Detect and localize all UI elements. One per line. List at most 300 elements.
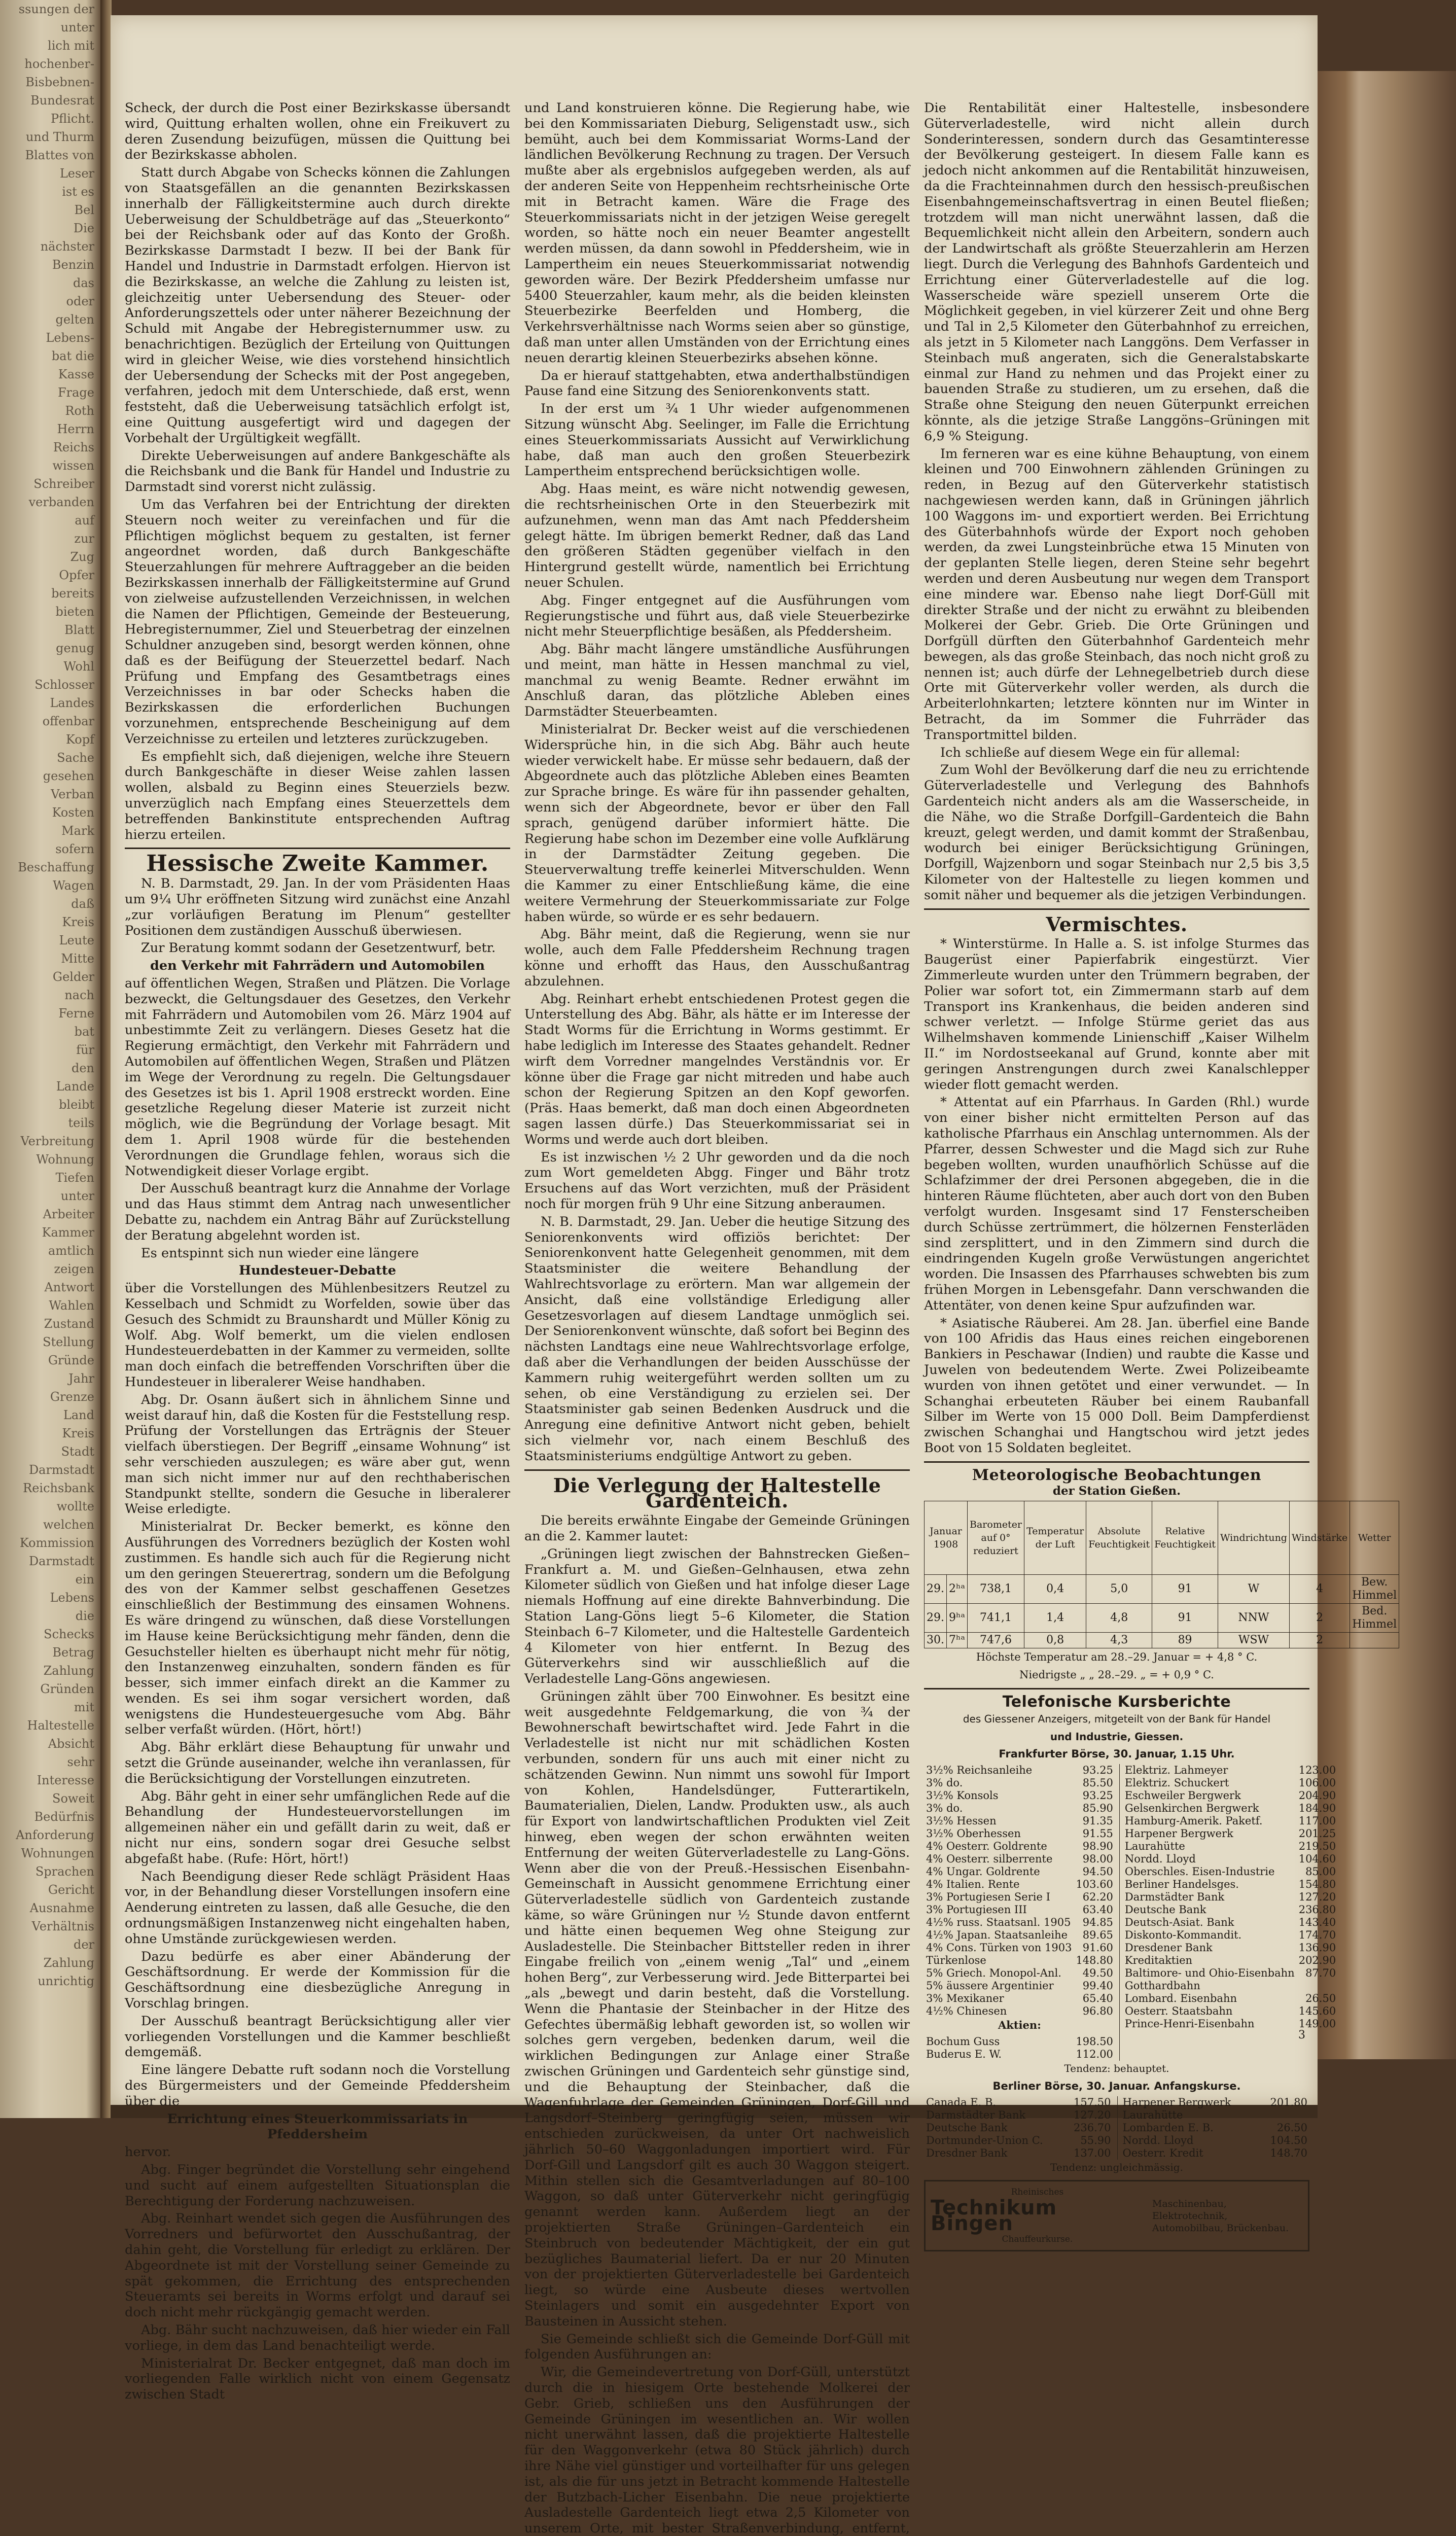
left-page-text-line: Wohnung [36, 1152, 94, 1167]
kurs-row [924, 1942, 1115, 1954]
paragraph: Abg. Bähr macht längere umständliche Ausführungen und meint, man hätte in Hessen manchmal zu viel, manchmal zu wenig Beamte. Redner erwähnt im Anschluß daran, das plötzliche Ableben eines Darmstädter Steuerbeamten. [524, 642, 910, 720]
kurs-berlin-right [1121, 2096, 1310, 2160]
kurs-row [1121, 2096, 1310, 2109]
kurs-row [924, 2147, 1113, 2160]
kurs-name: Darmstädter Bank [926, 2108, 1026, 2121]
weather-title: Meteorologische Beobachtungen [972, 1466, 1262, 1484]
kurs-row [1123, 1992, 1338, 2005]
left-page-text-line: Stellung [43, 1335, 94, 1349]
kurs-name: 3½% Reichsanleihe [926, 1764, 1033, 1777]
article-headline: Vermischtes. [1046, 912, 1188, 936]
kurs-row [1123, 1967, 1338, 1980]
weather-cell: 738,1 [968, 1575, 1024, 1604]
kurs-value: 236.70 [1074, 2121, 1111, 2134]
left-page-text-line: Mark [61, 824, 94, 838]
kurs-row [924, 1865, 1115, 1878]
kurs-value: 219.50 [1298, 1840, 1336, 1853]
left-page-text-line: Reichs [53, 440, 94, 454]
kurs-name: Berliner Handelsges. [1124, 1878, 1239, 1891]
left-page-text-line: Lande [56, 1079, 94, 1094]
left-page-text-line: Roth [65, 404, 94, 418]
weather-cell: 0,8 [1024, 1633, 1086, 1648]
left-page-text-line: Mitte [61, 952, 94, 966]
left-page-text-line: die [75, 1609, 94, 1623]
left-page-text-line: daß [71, 897, 94, 911]
kurs-name: Baltimore- und Ohio-Eisenbahn [1124, 1967, 1295, 1980]
weather-header: Januar 1908 [925, 1501, 968, 1575]
kurs-row [1123, 1878, 1338, 1891]
kurs-row [924, 1954, 1115, 1967]
kurs-name: Dortmunder-Union C. [926, 2134, 1043, 2146]
left-page-text-line: Opfer [59, 568, 94, 582]
kurs-name: Elektriz. Schuckert [1124, 1777, 1229, 1789]
left-page-text-line: bieten [55, 605, 94, 619]
left-page-text-line: auf [75, 513, 94, 527]
kurs-value: 49.50 [1082, 1967, 1113, 1980]
kurs-name: Harpener Bergwerk [1124, 1827, 1233, 1840]
kurs-name: 3% Portugiesen III [926, 1904, 1027, 1916]
paragraph: Ministerialrat Dr. Becker weist auf die verschiedenen Widersprüche hin, in die sich Abg. Bähr auch heute wieder verwickelt habe. Er müsse sehr bedauern, daß der Abgeordnete auch das plötzliche Ableben eines Beamten zur Sprache bringe. Es wäre für ihn passender gehalten, wenn sich der Abgeordnete, bevor er über den Fall sprach, genügend darüber informiert hätte. Die Regierung habe schon im Dezember eine volle Aufklärung in der Darmstädter Zeitung gegeben. Die Steuerverwaltung treffe keinerlei Mitverschulden. Wenn die Kammer zu einer Entschließung käme, die eine weitere Vermehrung der Steuerkommissariate zur Folge haben würde, so würde er es sehr bedauern. [524, 722, 910, 925]
subheading: Hundesteuer-Debatte [239, 1263, 396, 1279]
weather-cell: 4,8 [1086, 1604, 1152, 1633]
paragraph: Abg. Finger begründet die Vorstellung sehr eingehend und sucht auf einem aufgestellten Situationsplan die Berechtigung der Forderung nachzuweisen. [125, 2162, 510, 2209]
paragraph: Scheck, der durch die Post einer Bezirkskasse übersandt wird, Quittung erhalten wollen, ohne ein Freikuvert zu deren Zusendung beizufügen, müssen die Quittung bei der Bezirkskasse abholen. [125, 100, 510, 163]
left-page-text-line: Landes [50, 696, 94, 710]
left-page-text-line: oder [66, 294, 94, 308]
kurs-name: Lombard. Eisenbahn [1124, 1992, 1237, 2005]
kurs-row [924, 2048, 1115, 2061]
left-page-text-line: Leser [59, 166, 94, 181]
left-page-text-line: gelten [55, 312, 94, 327]
kurs-title: Telefonische Kursberichte [1002, 1693, 1231, 1711]
kurs-name: Nordd. Lloyd [1122, 2134, 1194, 2146]
paragraph: Ministerialrat Dr. Becker bemerkt, es könne den Ausführungen des Vorredners bezüglich der Kosten wohl zustimmen. Es handle sich auch für die Regierung nicht um den geringen Steuerertrag, sondern um die Befolgung des von der Kammer selbst geschaffenen Gesetzes einschließlich der Bestimmung des einsamen Wohnens. Es wäre dringend zu wünschen, daß diese Vorstellungen im Hause keine Berücksichtigung mehr fänden, denn die Gesuchsteller hielten es überhaupt nicht mehr für nötig, den Instanzenweg einzuhalten, sondern fänden es für besser, sich immer einfach direkt an die Kammer zu wenden. Es sei ihm sogar versichert worden, daß wenigstens die Hundesteuergesuche vom Abg. Bähr selber verfaßt würden. (Hört, hört!) [125, 1519, 510, 1738]
divider [924, 1461, 1309, 1463]
left-page-text-line: ist es [62, 185, 94, 199]
kurs-value: 204.90 [1298, 1789, 1336, 1802]
kurs-row [1121, 2147, 1310, 2160]
weather-table [924, 1501, 1399, 1648]
left-page-text-line: hochenber- [24, 57, 94, 71]
left-page-text-line: Kreis [62, 1426, 94, 1440]
kurs-value: 98.90 [1082, 1840, 1113, 1853]
paragraph: Direkte Ueberweisungen auf andere Bankgeschäfte als die Reichsbank und die Bank für Handel und Industrie zu Darmstadt sind vorerst nicht zulässig. [125, 448, 510, 495]
left-page-text-line: Ausnahme [29, 1901, 94, 1915]
paragraph: Abg. Haas meint, es wäre nicht notwendig gewesen, die rechtsrheinischen Orte in den Steuerbezirk mit aufzunehmen, wenn man das Amt nach Pfeddersheim gelegt hätte. Im übrigen bemerkt Redner, daß das Land den größeren Städten gegenüber vielfach in den Hintergrund gestellt würde, namentlich bei Errichtung neuer Schulen. [524, 481, 910, 590]
left-page-text-line: Lebens- [46, 331, 94, 345]
paragraph: Der Ausschuß beantragt Berücksichtigung aller vier vorliegenden Vorstellungen und die Kammer beschließt demgemäß. [125, 2013, 510, 2060]
weather-header: Relative Feuchtigkeit [1152, 1501, 1218, 1575]
kurs-value: 202.90 [1298, 1954, 1336, 1967]
left-page-text-line: bleibt [59, 1098, 94, 1112]
page-number: 3 [1298, 2029, 1305, 2041]
kurs-name: Oesterr. Staatsbahn [1124, 2005, 1233, 2018]
kurs-name: Dresdner Bank [926, 2146, 1008, 2159]
paragraph: Nach Beendigung dieser Rede schlägt Präsident Haas vor, in der Behandlung dieser Vorstellungen insofern eine Aenderung eintreten zu lassen, daß alle Gesuche, die den ordnungsmäßigen Instanzenweg nicht eingehalten haben, ohne Umstände zurückgewiesen werden. [125, 1869, 510, 1947]
left-page-text-line: den [71, 1061, 94, 1075]
left-page-text-line: Leute [59, 933, 94, 947]
kurs-value: 157.50 [1074, 2096, 1111, 2108]
left-page-text-line: Bel [74, 203, 94, 217]
left-page-text-line: Zug [70, 550, 94, 564]
left-page-text-line: zur [74, 532, 94, 546]
left-page-text-line: Betrag [52, 1645, 94, 1660]
kurs-row [1123, 1954, 1338, 1967]
book-gutter [100, 0, 112, 2118]
weather-subtitle: der Station Gießen. [1052, 1484, 1181, 1498]
left-page-text-line: Blatt [64, 623, 94, 637]
left-page-text-line: Schreiber [33, 477, 94, 491]
kurs-name: Elektriz. Lahmeyer [1124, 1764, 1228, 1777]
kurs-value: 174.70 [1298, 1929, 1336, 1942]
weather-cell: W [1218, 1575, 1289, 1604]
kurs-value: 145.60 [1298, 2005, 1336, 2018]
kurs-row [924, 1980, 1115, 1992]
weather-header: Absolute Feuchtigkeit [1086, 1501, 1152, 1575]
left-page-text-line: Frage [58, 385, 94, 400]
kurs-value: 117.00 [1298, 1815, 1336, 1827]
kurs-value: 89.65 [1082, 1929, 1113, 1942]
kurs-berlin-heading: Berliner Börse, 30. Januar. Anfangskurse. [992, 2080, 1241, 2092]
weather-cell: 1,4 [1024, 1604, 1086, 1633]
left-page-text-line: Tiefen [55, 1171, 94, 1185]
kurs-value: 136.90 [1298, 1942, 1336, 1954]
weather-cell: Bed. Himmel [1350, 1604, 1399, 1633]
left-page-text-line: Zustand [44, 1317, 94, 1331]
paragraph: und Land konstruieren könne. Die Regierung habe, wie bei den Kommissariaten Dieburg, Seligenstadt usw., sich bemüht, auch bei dem Kommissariat Worms-Land der ländlichen Bevölkerung Rechnung zu tragen. Der Versuch mußte aber als ergebnislos aufgegeben werden, als auf der anderen Seite von Heppenheim rechtsrheinische Orte mit in Betracht kamen. Wäre die Frage des Steuerkommissariats nicht in der jetzigen Weise geregelt worden, so hätte noch ein neuer Beamter angestellt werden müssen, da dann sowohl in Pfeddersheim, wie in Lampertheim ein neues Steuerkommissariat notwendig geworden wäre. Der Bezirk Pfeddersheim umfasse nur 5400 Steuerzahler, kaum mehr, als die beiden kleinsten Steuerbezirke Beerfelden und Homberg, die Verkehrsverhältnisse nach Worms seien aber so günstige, daß man unter allen Umständen von der Errichtung eines neuen derartig kleinen Steuerbezirks absehen könne. [524, 100, 910, 366]
kurs-value: 127.20 [1074, 2108, 1111, 2121]
kurs-row [1123, 1840, 1338, 1853]
kurs-row [1121, 2122, 1310, 2134]
kurs-name: Darmstädter Bank [1124, 1891, 1225, 1904]
paragraph: Abg. Reinhart erhebt entschiedenen Protest gegen die Unterstellung des Abg. Bähr, als hätte er im Interesse der Stadt Worms für die Errichtung in Worms gestimmt. Er habe lediglich im Interesse des Staates gehandelt. Redner wirft dem Vorredner mangelndes Verständnis vor. Er könne über die Frage gar nicht mitreden und habe auch schon der Regierung Spitzen an den Kopf geworfen. (Präs. Haas bemerkt, daß man doch einen Abgeordneten sagen lassen dürfe.) Das Steuerkommissariat sei in Worms und werde auch dort bleiben. [524, 991, 910, 1147]
left-page-text-line: offenbar [42, 714, 94, 728]
paragraph: Eine längere Debatte ruft sodann noch die Vorstellung des Bürgermeisters und der Gemeinde Pfeddersheim über die [125, 2062, 510, 2109]
kurs-value: 93.25 [1082, 1789, 1113, 1802]
left-page-text-line: Schlosser [34, 678, 94, 692]
paragraph: Es entspinnt sich nun wieder eine längere [141, 1245, 419, 1261]
kurs-value: 127.20 [1298, 1891, 1336, 1904]
weather-cell: 91 [1152, 1604, 1218, 1633]
kurs-value: 106.00 [1298, 1777, 1336, 1789]
kurs-value: 103.60 [1076, 1878, 1113, 1891]
paragraph: N. B. Darmstadt, 29. Jan. Ueber die heutige Sitzung des Seniorenkonvents wird offiziös berichtet: Der Seniorenkonvent hatte Gelegenheit genommen, mit dem Staatsminister die weitere Behandlung der Wahlrechtsvorlage zu erörtern. Man war allgemein der Ansicht, daß eine vollständige Erledigung aller Gesetzesvorlagen auf diesem Landtage unmöglich sei. Der Seniorenkonvent wünschte, daß sofort bei Beginn des nächsten Landtags eine neue Wahlrechtsvorlage erfolge, daß aber die Verhandlungen der beiden Ausschüsse der Kammern ruhig weitergeführt werden sollten um zu sehen, ob eine Verständigung zu erzielen sei. Der Staatsminister gab seinen Bedenken Ausdruck und die Anregung eine definitive Antwort nicht geben, behielt sich vielmehr vor, nach einem Beschluß des Staatsministeriums endgültige Antwort zu geben. [524, 1214, 910, 1464]
kurs-row [1123, 1777, 1338, 1789]
left-page-text-line: Ferne [58, 1006, 94, 1020]
paragraph: Der Ausschuß beantragt kurz die Annahme der Vorlage und das Haus stimmt dem Antrag nach unwesentlicher Debatte zu, nachdem ein Antrag Bähr auf Zurückstellung der Beratung abgelehnt worden ist. [125, 1181, 510, 1243]
kurs-row [924, 1827, 1115, 1840]
left-page-text-line: Sache [57, 751, 94, 765]
column-3 [924, 100, 1397, 2251]
kurs-value [1297, 1980, 1338, 1992]
kurs-row [1123, 1865, 1338, 1878]
kurs-value: 93.25 [1082, 1764, 1113, 1777]
kurs-row [1123, 1827, 1338, 1840]
weather-cell: 2ʰᵃ [947, 1575, 968, 1604]
paragraph: Grüningen zählt über 700 Einwohner. Es besitzt eine weit ausgedehnte Feldgemarkung, die von ¾ der Bewohnerschaft bewirtschaftet wird. Jede Fahrt in die Verladestelle ist nicht nur mit schädlichen Kosten verbunden, sondern für uns auch mit einer nicht zu schätzenden Gewinn. Nun nimmt uns sowohl für Import von Kohlen, Handelsdünger, Futterartikeln, Baumaterialien, Dielen, Landw. Produkten usw., als auch für Export von landwirtschaftlichen Produkten viel Zeit hinweg, eben wegen der schon erwähnten weiten Entfernung der weiten Güterverladestelle zu Lang-Göns. Wenn aber die von der Preuß.-Hessischen Eisenbahn-Gemeinschaft in Aussicht genommene Errichtung einer Güterverladestelle südlich von Gardenteich zustande käme, so wäre Grüningen nur ½ Stunde davon entfernt und hätte einen bequemen Weg ohne Steigung zur Ausladestelle. Die Steinbacher Bittsteller reden in ihrer Eingabe freilich von „einem wenig „Tal“ und „einem hohen Berg“, zur Verbesserung wird. Jede Bitterpartei bei „als „bewegt und darin besteht, daß die Vorstellung. Wenn die Phantasie der Steinbacher in der Hitze des Gefechtes übermäßig lebhaft geworden ist, so wollen wir solches gern vergeben, bedenken darum, weil die wirklichen Bedingungen zur Anlage einer Straße zwischen Grüningen und Gardenteich sehr günstige sind, und die Behauptung der Steinbacher, daß die Wagenfuhrlage der Gemeinden Grüningen, Dorf-Gill und Langsdorf–Steinberg geringfügig seien, müssen wir entschieden zurückweisen, da unter Ort nachweislich jährlich 50–60 Waggonladungen importiert wird. Für Dorf-Gill und Langsdorf gilt es auch 30 Waggon steigert. Mithin stellen sich die Gesamtverladungen auf 80–100 Waggon, so daß unter Güterverkehr nicht geringfügig genannt werden kann. Außerdem liegt an der projektierten Straße Grüningen–Gardenteich ein Steinbruch von bedeutender Mächtigkeit, der ein gut bezügliches Baumaterial liefert. Da er nur 20 Minuten von der projektierten Güterverladestelle bei Gardenteich liegt, so würde eine Ausbeute dieses wertvollen Steinlagers und somit ein ausgedehnter Export von Bausteinen in Aussicht stehen. [524, 1688, 910, 2329]
paragraph: „Grüningen liegt zwischen der Bahnstrecken Gießen–Frankfurt a. M. und Gießen–Gelnhausen, etwa zehn Kilometer südlich von Gießen und hat infolge dieser Lage niemals Hoffnung auf eine direkte Bahnverbindung. Die Station Lang-Göns liegt 5–6 Kilometer, die Station Steinbach 6–7 Kilometer, und die Haltestelle Gardenteich 4 Kilometer von hier entfernt. In Bezug des Güterverkehrs sind wir ausschließlich auf die Verladestelle Lang-Göns angewiesen. [524, 1546, 910, 1687]
kurs-value: 85.90 [1082, 1802, 1113, 1815]
kurs-value: 137.00 [1074, 2146, 1111, 2159]
kurs-value: 96.80 [1082, 2005, 1113, 2018]
weather-cell: 29. [925, 1575, 947, 1604]
weather-cell: 747,6 [968, 1633, 1024, 1648]
left-page-text-line: Herrn [57, 422, 94, 436]
kurs-row [924, 1967, 1115, 1980]
kurs-name: Hamburg-Amerik. Paketf. [1124, 1815, 1263, 1827]
paragraph: Abg. Bähr erklärt diese Behauptung für unwahr und setzt die Gründe auseinander, welche ihn veranlassen, für die Berücksichtigung der Vorstellungen einzutreten. [125, 1740, 510, 1786]
kurs-value: 94.85 [1082, 1916, 1113, 1929]
weather-cell: 91 [1152, 1575, 1218, 1604]
left-page-text-line: ein [75, 1572, 94, 1587]
kurs-value: 26.50 [1305, 1992, 1336, 2005]
paragraph: Die Rentabilität einer Haltestelle, insbesondere Güterverladestelle, wird nicht allein durch Sonderinteressen, sondern durch das Gesamtinteresse der Bevölkerung gesteigert. In diesem Falle kann es jedoch nicht ankommen auf die Rentabilität hinzuweisen, da die Frachteinnahmen durch den hessisch-preußischen Eisenbahngemeinschaftsvertrag in einen Beutel fließen; trotzdem will man nicht unerwähnt lassen, daß die Bequemlichkeit nicht allein den Arbeitern, sondern auch der Landwirtschaft als größte Steuerzahlerin am Herzen liegt. Durch die Verlegung des Bahnhofs Gardenteich und Errichtung einer Güterverladestelle auf die log. Wasserscheide wäre speziell unserem Orte die Möglichkeit gegeben, in viel kürzerer Zeit und ohne Berg und Tal in 2,5 Kilometer den Güterbahnhof zu erreichen, als jetzt in 5 Kilometer nach Langgöns. Dem Verfasser in Steinbach muß angeraten, sich die Generalstabskarte einmal zur Hand zu nehmen und das Projekt einer zu bauenden Straße zu studieren, um zu ersehen, daß die Straße ohne Steigung den neuen Güterpunkt erreichen könnte, als die jetzige Straße Langgöns–Grüningen mit 6,9 % Steigung. [924, 100, 1309, 444]
left-page-text-line: lich mit [48, 39, 94, 53]
paragraph: In der erst um ¾ 1 Uhr wieder aufgenommenen Sitzung wünscht Abg. Seelinger, im Falle die Errichtung eines Steuerkommissariats Aussicht auf Verwirklichung habe, daß man auch den großen Steuerbezirk Lampertheim entsprechend berücksichtigen wolle. [524, 401, 910, 479]
kurs-row [924, 1916, 1115, 1929]
kurs-value: 123.00 [1298, 1764, 1336, 1777]
kurs-name: Eschweiler Bergwerk [1124, 1789, 1241, 1802]
paragraph: Dazu bedürfe es aber einer Abänderung der Geschäftsordnung. Er werde der Kommission für die Geschäftsordnung eine diesbezügliche Anregung in Vorschlag bringen. [125, 1949, 510, 2012]
left-page-text-line: Kommission [19, 1536, 94, 1550]
subheading: den Verkehr mit Fahrrädern und Automobilen [150, 958, 485, 974]
kurs-value: 198.50 [1076, 2035, 1113, 2048]
left-page-edge [0, 0, 101, 2118]
weather-row [925, 1604, 1399, 1633]
left-page-text-line: Wahlen [49, 1298, 94, 1313]
paragraph: Es empfiehlt sich, daß diejenigen, welche ihre Steuern durch Bankgeschäfte in dieser Weise zahlen lassen wollen, alsbald zu Beginn eines Steuerziels bezw. unverzüglich nach Empfang eines Steuerzettels dem betreffenden Bankinstitute entsprechenden Auftrag hierzu erteilen. [125, 749, 510, 842]
paragraph: hervor. [125, 2144, 171, 2160]
kurs-name: 4% Oesterr. Goldrente [926, 1840, 1047, 1853]
kurs-value: 148.70 [1270, 2146, 1307, 2159]
kurs-row [924, 1992, 1115, 2005]
kurs-row [1123, 1916, 1338, 1929]
kurs-name: Deutsch-Asiat. Bank [1124, 1916, 1234, 1929]
left-page-text-line: zeigen [54, 1262, 94, 1276]
left-page-text-line: wissen [52, 459, 94, 473]
kurs-name: 3½% Konsols [926, 1789, 999, 1802]
kurs-name: 4% Ungar. Goldrente [926, 1865, 1040, 1878]
kurs-value: 91.35 [1082, 1815, 1113, 1827]
paragraph: Abg. Reinhart wendet sich gegen die Ausführungen des Vorredners und befürwortet den Ausschußantrag, der dahin geht, die Vorstellung für erledigt zu erklären. Der Abgeordnete ist mit der Vorstellung seiner Gemeinde zu spät gekommen, die Errichtung des entsprechenden Steueramts sei bereits in Worms erfolgt und darauf sei doch nicht mehr rückgängig gemacht werden. [125, 2211, 510, 2320]
kurs-row [924, 1764, 1115, 1777]
kurs-row [924, 1777, 1115, 1789]
paragraph: auf öffentlichen Wegen, Straßen und Plätzen. Die Vorlage bezweckt, die Geltungsdauer des Gesetzes, den Verkehr mit Fahrrädern und Automobilen vom 26. März 1904 auf unbestimmte Zeit zu verlängern. Dieses Gesetz hat die Regierung ermächtigt, den Verkehr mit Fahrrädern und Automobilen auf öffentlichen Wegen, Straßen und Plätzen im Wege der Verordnung zu regeln. Die Geltungsdauer des Gesetzes ist bis 1. April 1908 erstreckt worden. Eine gesetzliche Regelung dieser Materie ist zurzeit nicht möglich, wie die Begründung der Vorlage besagt. Mit dem 1. April 1908 würde für die bestehenden Verordnungen die Grundlage fehlen, woraus sich die Notwendigkeit dieser Vorlage ergibt. [125, 976, 510, 1179]
paragraph: Abg. Bähr sucht nachzuweisen, daß hier wieder ein Fall vorliege, in dem das Land benachteiligt werde. [125, 2322, 510, 2353]
divider [924, 908, 1309, 910]
kurs-value: 85.50 [1082, 1777, 1113, 1789]
left-page-text-line: Wagen [53, 878, 94, 893]
kurs-name: Lombarden E. B. [1122, 2121, 1214, 2134]
kurs-row [1123, 1802, 1338, 1815]
left-page-text-line: unter [60, 1189, 94, 1203]
article-headline: Die Verlegung der Haltestelle Gardenteich. [553, 1473, 881, 1512]
subheading: Errichtung eines Steuerkommissariats in Pfeddersheim [167, 2111, 468, 2142]
paragraph: Ministerialrat Dr. Becker entgegnet, daß man doch im vorliegenden Falle wirklich nicht von einem Gegensatz zwischen Stadt [125, 2355, 510, 2403]
weather-row [925, 1633, 1399, 1648]
left-page-text-line: Jahr [68, 1371, 94, 1386]
paragraph: Abg. Bähr meint, daß die Regierung, wenn sie nur wolle, auch dem Falle Pfeddersheim Rechnung tragen könne und erhofft das Haus, den Ausschußantrag abzulehnen. [524, 927, 910, 989]
column-2 [524, 100, 910, 2536]
kurs-name: Nordd. Lloyd [1124, 1853, 1196, 1865]
divider [524, 1469, 910, 1471]
aktien-heading: Aktien: [998, 2019, 1041, 2032]
left-page-text-line: unrichtig [38, 1974, 94, 1988]
left-page-text-line: Arbeiter [43, 1207, 94, 1221]
kurs-name: Canada E. B. [926, 2096, 997, 2108]
paragraph: Abg. Bähr geht in einer sehr umfänglichen Rede auf die Behandlung der Hundesteuervorstellungen im allgemeinen näher ein und gefällt darin zu weit, daß er nicht nur eins, sondern sogar drei Gesuche selbst abgefaßt habe. (Rufe: Hört, hört!) [125, 1788, 510, 1866]
weather-header: Windrichtung [1218, 1501, 1289, 1575]
left-page-text-line: Darmstadt [28, 1554, 94, 1568]
kurs-row [924, 1904, 1115, 1916]
weather-cell [1350, 1633, 1399, 1648]
kurs-row [1123, 1764, 1338, 1777]
left-page-text-line: nächster [40, 239, 94, 254]
left-page-text-line: Wohl [63, 659, 94, 674]
left-page-text-line: sofern [55, 842, 94, 856]
kurs-value: 98.00 [1082, 1853, 1113, 1865]
left-page-text-line: bat die [51, 349, 94, 363]
weather-cell: 5,0 [1086, 1575, 1152, 1604]
left-page-text-line: Wohnungen [21, 1846, 94, 1860]
left-page-text-line: unter [60, 20, 94, 34]
kurs-row [1121, 2109, 1310, 2122]
kurs-row [924, 1891, 1115, 1904]
left-page-text-line: Kasse [58, 367, 94, 381]
ad-bottom-text: Chauffeurkurse. [1002, 2234, 1073, 2244]
kurs-row [924, 2096, 1113, 2109]
weather-cell: 741,1 [968, 1604, 1024, 1633]
kurs-name: Bochum Guss [926, 2035, 1000, 2048]
kurs-row [924, 1802, 1115, 1815]
weather-header: Windstärke [1289, 1501, 1350, 1575]
weather-header: Wetter [1350, 1501, 1399, 1575]
left-page-text-line: wollte [56, 1499, 94, 1513]
left-page-text-line: Pflicht. [50, 112, 94, 126]
kurs-value: 184.90 [1298, 1802, 1336, 1815]
left-page-text-line: Anforderung [16, 1828, 94, 1842]
kurs-row [1123, 1815, 1338, 1827]
kurs-name: 3% Mexikaner [926, 1992, 1004, 2005]
kurs-value: 65.40 [1082, 1992, 1113, 2005]
kurs-row [1123, 1789, 1338, 1802]
weather-cell: WSW [1218, 1633, 1289, 1648]
kurs-row [1123, 1929, 1338, 1942]
ad-side-text: Automobilbau, Brückenbau. [1152, 2222, 1289, 2234]
left-page-text-line: Gelder [52, 970, 94, 984]
kurs-name: 4% Italien. Rente [926, 1878, 1020, 1891]
kurs-name: Gotthardbahn [1124, 1980, 1200, 1992]
paragraph: Im ferneren war es eine kühne Behauptung, von einem kleinen und 700 Einwohnern zählenden Grüningen zu reden, in Bezug auf den Güterverkehr statistisch nachgewiesen werden kann, daß in Grüningen jährlich 100 Waggons im- und exportiert werden. Bei Errichtung des Güterbahnhofs würde der Export noch gehoben werden, da zwei Lungsteinbrüche etwa 15 Minuten von der geplanten Stelle liegen, deren Steine sehr begehrt werden und deren Ausbeutung nur wegen dem Transport eine mindere war. Ebenso nahe liegt Dorf-Güll mit direkter Straße und der nicht zu erwähnt zu bleibenden Molkerei der Gebr. Grieb. Die Orte Grüningen und Dorfgüll dürften den Güterbahnhof Gardenteich mehr bewegen, als das große Steinbach, das noch nicht groß zu nennen ist; auch dürfe der Lehnegelbetrieb durch diese Orte mit Güterverkehr voller werden, als durch die Arbeiterlohnkarten; letztere könnten nur im Winter in Betracht, da im Sommer die Fuhrräder das Transportmittel bilden. [924, 446, 1309, 743]
kurs-name: 4½% russ. Staatsanl. 1905 [926, 1916, 1071, 1929]
kurs-tendenz: Tendenz: ungleichmässig. [1050, 2161, 1183, 2173]
paragraph: Um das Verfahren bei der Entrichtung der direkten Steuern noch weiter zu vereinfachen und für die Pflichtigen möglichst bequem zu gestalten, ist ferner angeordnet worden, daß durch Bankgeschäfte Steuerzahlungen für mehrere Auftraggeber an die beiden Bezirkskassen innerhalb der Fälligkeitstermine auf Grund von zielweise aufzustellenden Verzeichnissen, in welchen die Namen der Pflichtigen, Gemeinde der Besteuerung, Hebregisternummer, Ziel und Steuerbetrag der einzelnen Schuldner anzugeben sind, besorgt werden können, ohne daß es der Beifügung der Steuerzettel bedarf. Nach Prüfung und Empfang des Gesamtbetrags eines Verzeichnisses in bar oder Schecks haben die Bezirkskassen die erforderlichen Buchungen vorzunehmen, entsprechende Bescheinigung auf dem Verzeichnisse zu erteilen und letzteres zurückzugeben. [125, 497, 510, 747]
left-page-text-line: Gericht [48, 1883, 94, 1897]
paragraph: * Attentat auf ein Pfarrhaus. In Garden (Rhl.) wurde von einer bisher nicht ermittelten Person auf das katholische Pfarrhaus ein Anschlag unternommen. Als der Pfarrer, dessen Schwester und die Magd sich zur Ruhe begeben wollten, wurden unaufhörlich Schüsse auf die Schlafzimmer der drei Personen abgegeben, die in die hinteren Räume flüchteten, aber auch dort von den Buben verfolgt wurden. Insgesamt sind 17 Fensterscheiben durch Schüsse zertrümmert, die hölzernen Fensterläden sind zersplittert, und in den Zimmern sind durch die eindringenden Kugeln große Verwüstungen angerichtet worden. Die Insassen des Pfarrhauses schwebten bis zum frühen Morgen in Lebensgefahr. Dann verschwanden die Attentäter, von denen keine Spur aufzufinden war. [924, 1095, 1309, 1313]
kurs-name: 4½% Japan. Staatsanleihe [926, 1929, 1068, 1942]
kurs-subtitle: des Giessener Anzeigers, mitgeteilt von der Bank für Handel [963, 1712, 1271, 1725]
paragraph: Sie Gemeinde schließt sich die Gemeinde Dorf-Güll mit folgenden Ausführungen an: [524, 2331, 910, 2363]
kurs-name: 4% Oesterr. silberrente [926, 1853, 1053, 1865]
paragraph: Abg. Finger entgegnet auf die Ausführungen vom Regierungstische und führt aus, daß viele Steuerbezirke nicht mehr Steuerpflichtige besäßen, als Pfeddersheim. [524, 592, 910, 640]
weather-cell: 9ʰᵃ [947, 1604, 968, 1633]
left-page-text-line: Zahlung [43, 1664, 94, 1678]
left-page-text-line: Lebens [50, 1591, 94, 1605]
kurs-name: 5% äussere Argentinier [926, 1980, 1054, 1992]
left-page-text-line: Blattes von [25, 148, 94, 162]
kurs-name: 3½% Oberhessen [926, 1827, 1021, 1840]
kurs-berlin-table [924, 2096, 1309, 2160]
paragraph: * Winterstürme. In Halle a. S. ist infolge Sturmes das Baugerüst einer Papierfabrik eingestürzt. Vier Zimmerleute wurden unter den Trümmern begraben, der Polier war sofort tot, ein Zimmermann starb auf dem Transport ins Krankenhaus, die beiden anderen sind schwer verletzt. — Infolge Stürme geriet das aus Wilhelmshaven kommende Linienschiff „Kaiser Wilhelm II.“ im Nordostseekanal auf Grund, konnte aber mit geringen Anstrengungen durch zwei Kanalschlepper wieder flott gemacht werden. [924, 936, 1309, 1093]
column-1 [125, 100, 510, 2405]
kurs-row [924, 1853, 1115, 1865]
kurs-aktien-table [924, 2035, 1115, 2061]
kurs-value: 91.55 [1082, 1827, 1113, 1840]
kurs-row [924, 1789, 1115, 1802]
kurs-name: Dresdener Bank [1124, 1942, 1213, 1954]
left-page-text-line: sehr [67, 1755, 94, 1769]
left-page-text-line: mit [74, 1700, 94, 1714]
advertisement-technikum [924, 2180, 1309, 2251]
kurs-value: 148.80 [1076, 1954, 1113, 1967]
kurs-row [1123, 1980, 1338, 1992]
weather-header: Barometer auf 0° reduziert [968, 1501, 1024, 1575]
kurs-name: 3% do. [926, 1777, 963, 1789]
weather-cell: NNW [1218, 1604, 1289, 1633]
kurs-name: Laurahütte [1122, 2108, 1183, 2121]
kurs-frankfurt-heading: Frankfurter Börse, 30. Januar, 1.15 Uhr. [999, 1748, 1235, 1760]
left-page-text-line: bereits [51, 586, 94, 601]
kurs-name: Laurahütte [1124, 1840, 1185, 1853]
left-page-text-line: Bedürfnis [34, 1810, 94, 1824]
left-page-text-line: genug [56, 641, 94, 655]
left-page-text-line: bat [74, 1025, 94, 1039]
weather-cell: 30. [925, 1633, 947, 1648]
left-page-text-line: Benzin [52, 258, 94, 272]
paragraph: N. B. Darmstadt, 29. Jan. In der vom Präsidenten Haas um 9¼ Uhr eröffneten Sitzung wird zunächst eine Anzahl „zur vorläufigen Beratung im Plenum“ gestellter Positionen dem zuständigen Ausschuß überwiesen. [125, 876, 510, 938]
weather-cell: Bew. Himmel [1350, 1575, 1399, 1604]
left-page-text-line: Kopf [66, 732, 94, 747]
kurs-value [1259, 2109, 1309, 2122]
kurs-value: 154.80 [1298, 1878, 1336, 1891]
weather-row [925, 1575, 1399, 1604]
paragraph: über die Vorstellungen des Mühlenbesitzers Reutzel zu Kesselbach und Schmidt zu Worfelden, sowie über das Gesuch des Schmidt zu Braunshardt und Müller König zu Wolf. Abg. Wolf bemerkt, um die vielen endlosen Hundesteuerdebatten in der Kammer zu vermeiden, sollte man doch einfach die betreffenden Vorschriften über die Hundesteuer in liberalerer Weise handhaben. [125, 1281, 510, 1390]
kurs-name: Türkenlose [926, 1954, 986, 1967]
left-page-text-line: Darmstadt [28, 1463, 94, 1477]
left-page-text-line: Reichsbank [23, 1481, 94, 1495]
kurs-value: 99.40 [1082, 1980, 1113, 1992]
left-page-text-line: Stadt [61, 1445, 94, 1459]
kurs-value: 236.80 [1298, 1904, 1336, 1916]
kurs-value: 55.90 [1080, 2134, 1111, 2146]
kurs-name: Prince-Henri-Eisenbahn [1124, 2018, 1255, 2030]
kurs-name: 3% Portugiesen Serie I [926, 1891, 1050, 1904]
left-page-text-line: Kammer [42, 1225, 94, 1240]
kurs-value: 63.40 [1082, 1904, 1113, 1916]
paragraph: Zur Beratung kommt sodann der Gesetzentwurf, betr. [141, 940, 496, 956]
left-page-text-line: amtlich [48, 1244, 94, 1258]
left-page-text-line: Kosten [52, 805, 94, 820]
weather-cell: 89 [1152, 1633, 1218, 1648]
left-page-text-line: Zahlung [43, 1956, 94, 1970]
left-page-text-line: Die [73, 221, 94, 235]
left-page-text-line: Haltestelle [27, 1718, 94, 1733]
kurs-value: 26.50 [1276, 2121, 1307, 2134]
kurs-value: 87.70 [1305, 1967, 1336, 1980]
kurs-value: 112.00 [1076, 2048, 1113, 2060]
kurs-row [924, 2134, 1113, 2147]
kurs-name: 4% Cons. Türken von 1903 [926, 1942, 1072, 1954]
